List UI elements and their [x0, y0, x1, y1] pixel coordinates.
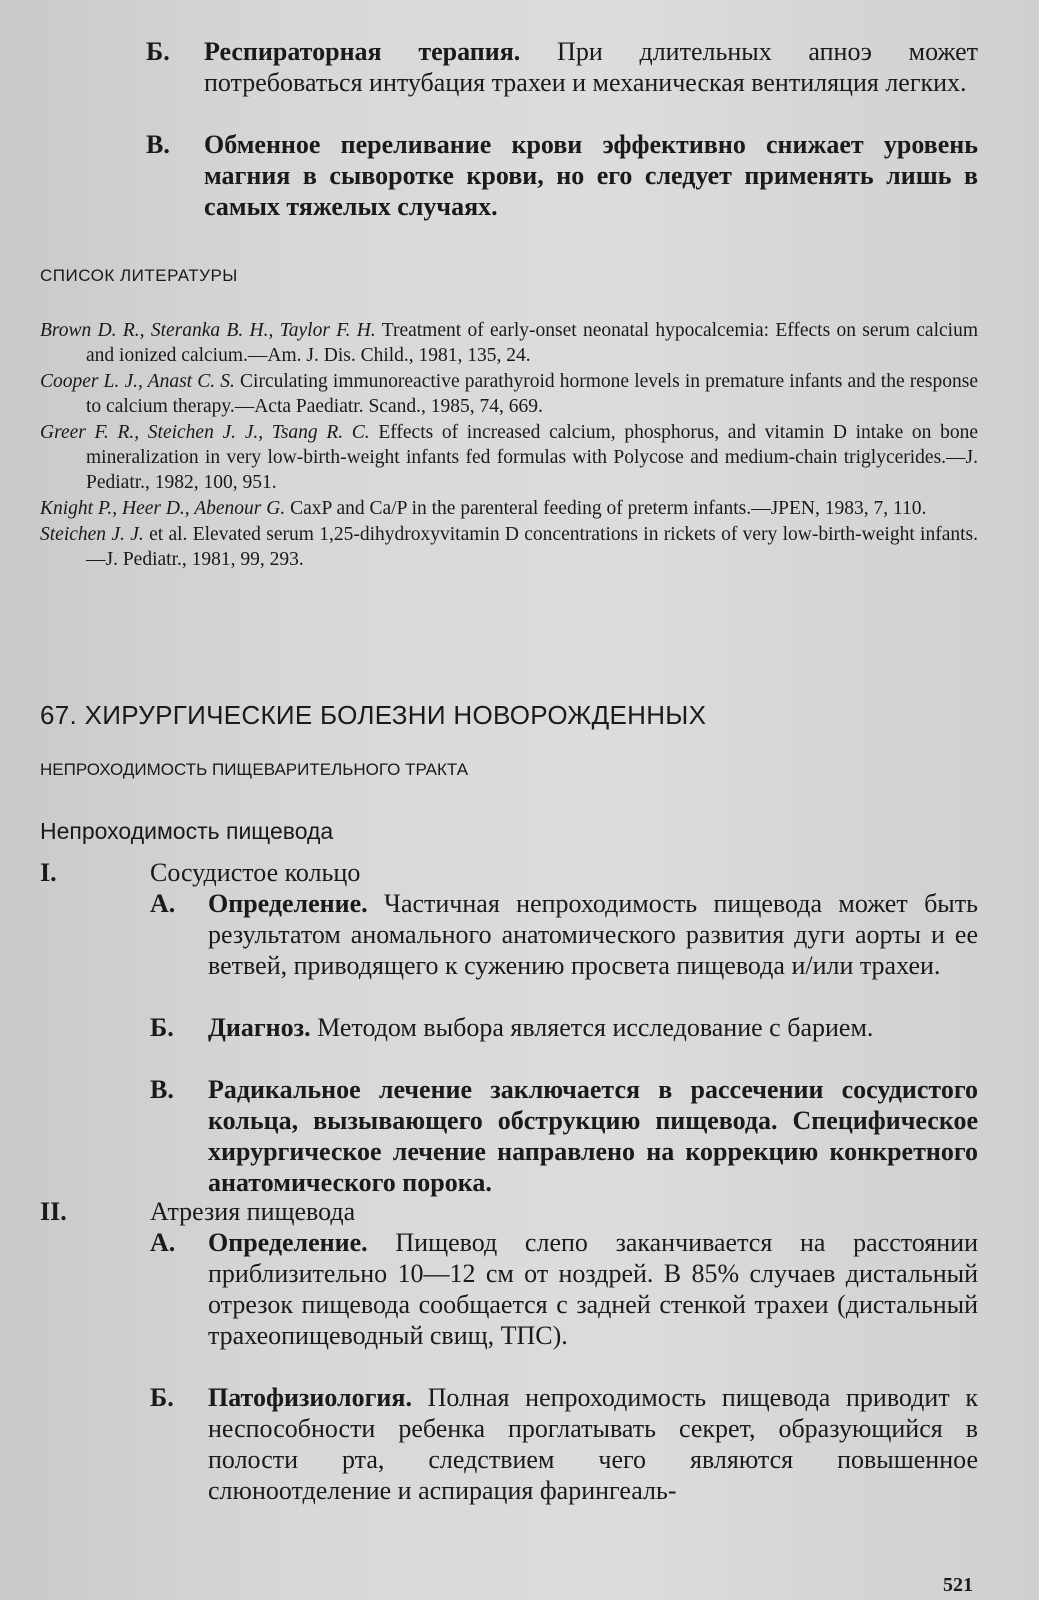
item-marker: А. — [150, 889, 176, 918]
item-marker: Б. — [150, 1383, 174, 1412]
item-marker: В. — [150, 1075, 174, 1104]
item-marker: В. — [146, 130, 170, 159]
part1-item-v — [150, 1074, 978, 1198]
section-title: НЕПРОХОДИМОСТЬ ПИЩЕВАРИТЕЛЬНОГО ТРАКТА — [40, 760, 469, 779]
page-number: 521 — [943, 1574, 973, 1596]
part2-item-b — [150, 1382, 978, 1506]
item-body: Патофизиология. Полная непроходимость пищевода приводит к неспособности ребенка проглатывать секрет, образующийся в полости рта, следствием чего являются повышенное слюноотделение и аспирация фарингеаль- — [208, 1383, 978, 1505]
reference-item: Cooper L. J., Anast C. S. Circulating immunoreactive parathyroid hormone levels in premature infants and the response to calcium therapy.—Acta Paediatr. Scand., 1985, 74, 669. — [40, 371, 978, 417]
part-marker: I. — [40, 858, 57, 887]
part-title: Атрезия пищевода — [150, 1197, 356, 1226]
reference-item: Greer F. R., Steichen J. J., Tsang R. C. Effects of increased calcium, phosphorus, and vitamin D intake on bone mineralization in very low-birth-weight infants fed formulas with Polycose and medium-chain triglycerides.—J. Pediatr., 1982, 100, 951. — [40, 422, 978, 493]
part-2-heading — [40, 1196, 540, 1227]
item-body: Определение. Частичная непроходимость пищевода может быть результатом аномального анатомического развития дуги аорты и ее ветвей, приводящего к сужению просвета пищевода и/или трахеи. — [208, 889, 978, 980]
subsection-title: Непроходимость пищевода — [40, 818, 334, 844]
item-body: Обменное переливание крови эффективно снижает уровень магния в сыворотке крови, но его следует применять лишь в самых тяжелых случаях. — [204, 130, 978, 221]
reference-item: Knight P., Heer D., Abenour G. CaxP and Ca/P in the parenteral feeding of preterm infants.—JPEN, 1983, 7, 110. — [40, 498, 927, 519]
item-body: Респираторная терапия. При длительных апноэ может потребоваться интубация трахеи и механическая вентиляция легких. — [204, 37, 978, 97]
reference-item: Brown D. R., Steranka B. H., Taylor F. H. Treatment of early-onset neonatal hypocalcemia: Effects on serum calcium and ionized calcium.—Am. J. Dis. Child., 1981, 135, 24. — [40, 320, 978, 366]
item-marker: Б. — [150, 1013, 174, 1042]
part-marker: II. — [40, 1197, 67, 1226]
references-heading: СПИСОК ЛИТЕРАТУРЫ — [40, 266, 238, 285]
references-list — [40, 318, 978, 573]
part1-item-b — [150, 1012, 978, 1074]
item-marker: Б. — [146, 37, 170, 66]
item-body: Определение. Пищевод слепо заканчивается на расстоянии приблизительно 10—12 см от ноздрей. В 85% случаев дистальный отрезок пищевода сообщается с задней стенкой трахеи (дистальный трахеопищеводный свищ, ТПС). — [208, 1228, 978, 1350]
item-body: Радикальное лечение заключается в рассечении сосудистого кольца, вызывающего обструкцию пищевода. Специфическое хирургическое лечение направлено на коррекцию конкретного анатомического порока. — [208, 1075, 978, 1197]
item-body: Диагноз. Методом выбора является исследование с барием. — [208, 1013, 874, 1042]
item-marker: А. — [150, 1228, 176, 1257]
chapter-title: 67. ХИРУРГИЧЕСКИЕ БОЛЕЗНИ НОВОРОЖДЕННЫХ — [40, 700, 707, 730]
item-top-b — [146, 36, 978, 129]
item-top-v — [146, 129, 978, 222]
part1-item-a — [150, 888, 978, 1012]
part-1-heading — [40, 857, 540, 888]
reference-item: Steichen J. J. et al. Elevated serum 1,25-dihydroxyvitamin D concentrations in rickets of very low-birth-weight infants.—J. Pediatr., 1981, 99, 293. — [40, 524, 978, 570]
part2-item-a — [150, 1227, 978, 1382]
part-title: Сосудистое кольцо — [150, 858, 361, 887]
